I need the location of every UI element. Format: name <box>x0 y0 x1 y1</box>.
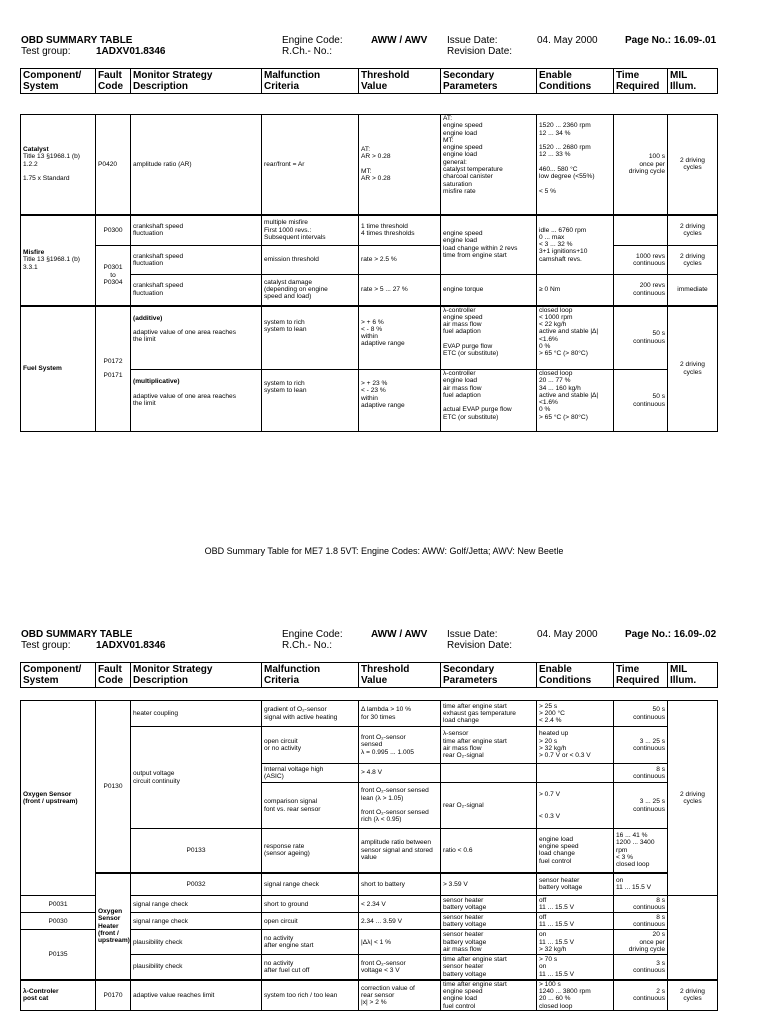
time-required <box>614 215 668 246</box>
col-monitor: Monitor Strategy Description <box>131 663 262 688</box>
threshold: > + 23 % < - 23 % within adaptive range <box>359 370 441 432</box>
enable: closed loop < 1000 rpm < 22 kg/h active and stable |Δ| <1.6% 0 % > 65 °C (> 80°C) <box>537 306 614 370</box>
threshold: ratio < 0.6 <box>441 829 537 873</box>
time-required: 100 s once per driving cycle <box>614 115 668 215</box>
time-required: 50 s continuous <box>614 701 668 727</box>
col-threshold: Threshold Value <box>359 663 441 688</box>
enable: > 100 s 1240 ... 3800 rpm 20 ... 60 % closed loop <box>537 980 614 1011</box>
threshold: > 3.59 V <box>441 873 537 896</box>
enable: on 11 ... 15.5 V > 32 kg/h <box>537 930 614 955</box>
secondary: engine load engine speed load change fuel control <box>537 829 614 873</box>
revision-date-label: Revision Date: <box>447 640 513 651</box>
secondary: engine speed engine load load change within 2 revs time from engine start <box>441 215 537 275</box>
monitor-desc: heater coupling <box>131 701 262 727</box>
col-monitor: Monitor Strategy Description <box>131 69 262 94</box>
table-row <box>21 246 718 275</box>
component-fuel-system: Fuel System <box>21 306 96 432</box>
malfunction: multiple misfire First 1000 revs.: Subsequent intervals <box>262 215 359 246</box>
monitor-desc: signal range check <box>131 896 262 913</box>
enable: ≥ 0 Nm <box>537 275 614 306</box>
threshold: > + 6 % < - 8 % within adaptive range <box>359 306 441 370</box>
enable: idle ... 6760 rpm 0 ... max < 3 ... 32 % 3+1 ignitions+10 camshaft revs. <box>537 215 614 275</box>
table-row <box>21 115 718 215</box>
malfunction: short to ground <box>262 896 359 913</box>
doc-title: OBD SUMMARY TABLE <box>21 629 133 640</box>
enable: off 11 ... 15.5 V <box>537 913 614 930</box>
monitor-desc: plausibility check <box>131 930 262 955</box>
page-number: Page No.: 16.09-.01 <box>625 35 717 46</box>
secondary: engine torque <box>441 275 537 306</box>
component-oxygen-sensor-heater: Oxygen Sensor Heater (front / upstream) <box>96 873 131 980</box>
malfunction: no activity after engine start <box>262 930 359 955</box>
malfunction: system too rich / too lean <box>262 980 359 1011</box>
col-fault-code: Fault Code <box>96 663 131 688</box>
time-required: 8 s continuous <box>614 896 668 913</box>
threshold: Δ lambda > 10 % for 30 times <box>359 701 441 727</box>
mil-illum: 2 driving cycles <box>668 980 718 1011</box>
col-malfunction: Malfunction Criteria <box>262 663 359 688</box>
mil-illum: immediate <box>668 275 718 306</box>
fault-code: P0130 <box>96 701 131 873</box>
malfunction: gradient of O₂-sensor signal with active heating <box>262 701 359 727</box>
secondary: time after engine start exhaust gas temperature load change <box>441 701 537 727</box>
page1-body-table <box>20 114 718 432</box>
col-malfunction: Malfunction Criteria <box>262 69 359 94</box>
mil-illum: 2 driving cycles <box>668 215 718 246</box>
engine-code-value: AWW / AWV <box>371 35 428 46</box>
fault-code: P0172 P0171 <box>96 306 131 432</box>
enable: > 70 s on 11 ... 15.5 V <box>537 955 614 980</box>
malfunction: open circuit <box>262 913 359 930</box>
page-caption: OBD Summary Table for ME7 1.8 5VT: Engine Codes: AWW: Golf/Jetta; AWV: New Beetle <box>204 546 564 556</box>
col-time: Time Required <box>614 69 668 94</box>
threshold: 2.34 ... 3.59 V <box>359 913 441 930</box>
time-required: 2 s continuous <box>614 980 668 1011</box>
fault-code: P0135 <box>21 930 96 980</box>
monitor-desc: (additive) adaptive value of one area reaches the limit <box>131 306 262 370</box>
col-fault-code: Fault Code <box>96 69 131 94</box>
fault-code: P0032 <box>131 873 262 896</box>
table-row <box>21 215 718 246</box>
malfunction: system to rich system to lean <box>262 306 359 370</box>
malfunction: rear/front = Ar <box>262 115 359 215</box>
time-required: 20 s once per driving cycle <box>614 930 668 955</box>
revision-date-label: Revision Date: <box>447 46 513 57</box>
malfunction: short to battery <box>359 873 441 896</box>
table-row <box>21 306 718 370</box>
component-lambda-controller: λ-Controler post cat <box>21 980 96 1011</box>
threshold: AT: AR > 0.28 MT: AR > 0.28 <box>359 115 441 215</box>
col-threshold: Threshold Value <box>359 69 441 94</box>
mil-illum: 2 driving cycles <box>668 701 718 896</box>
threshold: 1 time threshold 4 times thresholds <box>359 215 441 246</box>
col-component: Component/ System <box>21 69 96 94</box>
test-group-value: 1ADXV01.8346 <box>96 640 166 651</box>
col-secondary: Secondary Parameters <box>441 69 537 94</box>
enable: 1520 ... 2360 rpm 12 ... 34 % 1520 ... 2680 rpm 12 ... 33 % 460... 580 °C low degree (<55%) < 5 % <box>537 115 614 215</box>
threshold: |Δλ| < 1 % <box>359 930 441 955</box>
col-mil: MIL Illum. <box>668 663 718 688</box>
monitor-desc: crankshaft speed fluctuation <box>131 215 262 246</box>
secondary: sensor heater battery voltage <box>537 873 614 896</box>
enable: on 11 ... 15.5 V <box>614 873 668 896</box>
secondary: time after engine start sensor heater battery voltage <box>441 955 537 980</box>
enable: closed loop 20 ... 77 % 34 ... 160 kg/h active and stable |Δ| <1.6% 0 % > 65 °C (> 80°C) <box>537 370 614 432</box>
time-required: 1000 revs continuous <box>614 246 668 275</box>
issue-date-label: Issue Date: <box>447 629 498 640</box>
time-required: 50 s continuous <box>614 370 668 432</box>
malfunction: catalyst damage (depending on engine speed and load) <box>262 275 359 306</box>
col-enable: Enable Conditions <box>537 69 614 94</box>
secondary <box>441 764 537 783</box>
rch-label: R.Ch.- No.: <box>282 640 333 651</box>
monitor-desc: crankshaft speed fluctuation <box>131 275 262 306</box>
engine-code-label: Engine Code: <box>282 35 343 46</box>
monitor-desc: (multiplicative) adaptive value of one area reaches the limit <box>131 370 262 432</box>
monitor-desc: crankshaft speed fluctuation <box>131 246 262 275</box>
secondary: AT: engine speed engine load MT: engine speed engine load general: catalyst temperature charcoal canister saturation misfire rate <box>441 115 537 215</box>
secondary: time after engine start engine speed engine load fuel control <box>441 980 537 1011</box>
secondary: sensor heater battery voltage <box>441 896 537 913</box>
malfunction: Internal voltage high (ASIC) <box>262 764 359 783</box>
column-header-table <box>20 68 718 94</box>
time-required: 8 s continuous <box>614 764 668 783</box>
doc-title: OBD SUMMARY TABLE <box>21 35 133 46</box>
malfunction: amplitude ratio between sensor signal and stored value <box>359 829 441 873</box>
time-required: 3 s continuous <box>614 955 668 980</box>
malfunction: open circuit or no activity <box>262 727 359 764</box>
page-number: Page No.: 16.09-.02 <box>625 629 717 640</box>
monitor-desc: signal range check <box>262 873 359 896</box>
monitor-desc: signal range check <box>131 913 262 930</box>
malfunction: system to rich system to lean <box>262 370 359 432</box>
secondary: λ-controller engine speed air mass flow fuel adaption EVAP purge flow ETC (or substitute) <box>441 306 537 370</box>
page2-body-table <box>20 700 718 1011</box>
enable: > 0.7 V < 0.3 V <box>537 783 614 829</box>
monitor-desc: plausibility check <box>131 955 262 980</box>
fault-code: P0031 <box>21 896 96 913</box>
secondary: λ-sensor time after engine start air mass flow rear O₂-signal <box>441 727 537 764</box>
col-component: Component/ System <box>21 663 96 688</box>
threshold: rate > 2.5 % <box>359 246 441 275</box>
threshold: > 4.8 V <box>359 764 441 783</box>
secondary: sensor heater battery voltage <box>441 913 537 930</box>
mil-illum: 2 driving cycles <box>668 246 718 275</box>
rch-label: R.Ch.- No.: <box>282 46 333 57</box>
col-time: Time Required <box>614 663 668 688</box>
mil-illum: 2 driving cycles <box>668 306 718 432</box>
column-header-table <box>20 662 718 688</box>
threshold: front O₂-sensor voltage < 3 V <box>359 955 441 980</box>
time-required: 3 ... 25 s continuous <box>614 727 668 764</box>
enable <box>537 764 614 783</box>
malfunction: emission threshold <box>262 246 359 275</box>
time-required: 8 s continuous <box>614 913 668 930</box>
table-row <box>21 701 718 727</box>
time-required: 200 revs continuous <box>614 275 668 306</box>
fault-code: P0030 <box>21 913 96 930</box>
threshold: < 2.34 V <box>359 896 441 913</box>
test-group-label: Test group: <box>21 640 71 651</box>
component-catalyst: Catalyst Title 13 §1968.1 (b) 1.2.2 1.75 x Standard <box>21 115 96 215</box>
malfunction: no activity after fuel cut off <box>262 955 359 980</box>
col-mil: MIL Illum. <box>668 69 718 94</box>
issue-date-value: 04. May 2000 <box>537 629 598 640</box>
enable: > 25 s > 200 °C < 2.4 % <box>537 701 614 727</box>
fault-code: P0420 <box>96 115 131 215</box>
test-group-label: Test group: <box>21 46 71 57</box>
issue-date-label: Issue Date: <box>447 35 498 46</box>
monitor-desc: adaptive value reaches limit <box>131 980 262 1011</box>
monitor-desc: response rate (sensor ageing) <box>262 829 359 873</box>
test-group-value: 1ADXV01.8346 <box>96 46 166 57</box>
monitor-desc: output voltage circuit continuity <box>131 727 262 829</box>
component-misfire: Misfire Title 13 §1968.1 (b) 3.3.1 <box>21 215 96 306</box>
table-row <box>21 980 718 1011</box>
fault-code: P0300 <box>96 215 131 246</box>
time-required: 3 ... 25 s continuous <box>614 783 668 829</box>
secondary: λ-controller engine load air mass flow fuel adaption actual EVAP purge flow ETC (or substitute) <box>441 370 537 432</box>
fault-code: P0133 <box>131 829 262 873</box>
component-oxygen-sensor: Oxygen Sensor (front / upstream) <box>21 701 96 896</box>
monitor-desc: amplitude ratio (AR) <box>131 115 262 215</box>
enable: heated up > 20 s > 32 kg/h > 0.7 V or < 0.3 V <box>537 727 614 764</box>
fault-code: P0170 <box>96 980 131 1011</box>
enable: off 11 ... 15.5 V <box>537 896 614 913</box>
issue-date-value: 04. May 2000 <box>537 35 598 46</box>
threshold: rate > 5 ... 27 % <box>359 275 441 306</box>
malfunction: comparison signal font vs. rear sensor <box>262 783 359 829</box>
threshold: front O₂-sensor sensed lean (λ > 1.05) front O₂-sensor sensed rich (λ < 0.95) <box>359 783 441 829</box>
col-secondary: Secondary Parameters <box>441 663 537 688</box>
engine-code-label: Engine Code: <box>282 629 343 640</box>
col-enable: Enable Conditions <box>537 663 614 688</box>
engine-code-value: AWW / AWV <box>371 629 428 640</box>
threshold: correction value of rear sensor |x| > 2 % <box>359 980 441 1011</box>
secondary: rear O₂-signal <box>441 783 537 829</box>
enable: 16 ... 41 % 1200 ... 3400 rpm < 3 % closed loop <box>614 829 668 873</box>
time-required: 50 s continuous <box>614 306 668 370</box>
mil-illum: 2 driving cycles <box>668 115 718 215</box>
threshold: front O₂-sensor sensed λ = 0.995 ... 1.005 <box>359 727 441 764</box>
fault-code: P0301 to P0304 <box>96 246 131 306</box>
table-row <box>21 873 718 896</box>
secondary: sensor heater battery voltage air mass flow <box>441 930 537 955</box>
